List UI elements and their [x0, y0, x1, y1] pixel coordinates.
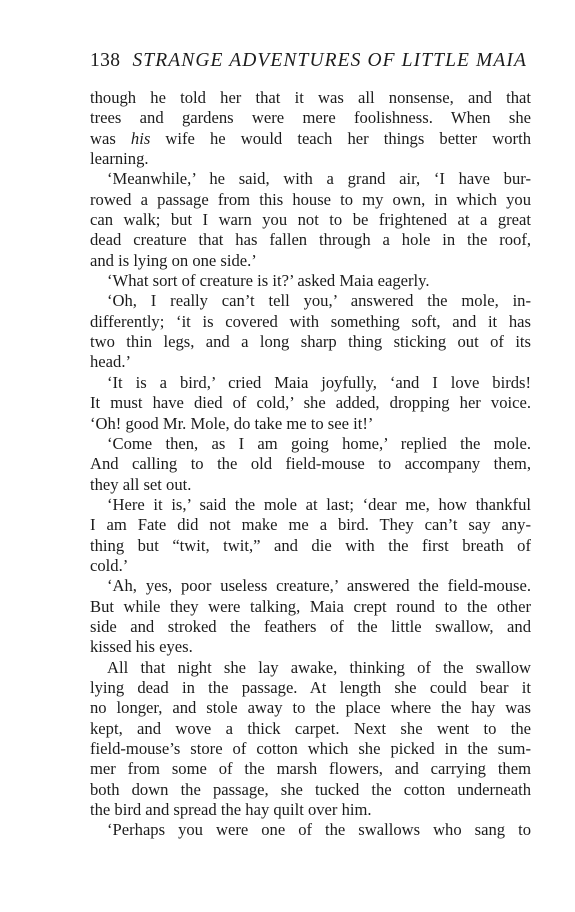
text-line: kept, and wove a thick carpet. Next she went to the — [90, 718, 531, 738]
text-line: thing but “twit, twit,” and die with the first breath of — [90, 535, 531, 555]
text-line: no longer, and stole away to the place where the hay was — [90, 698, 531, 718]
text-line: But while they were talking, Maia crept round to the other — [90, 596, 531, 616]
text-line: ‘Come then, as I am going home,’ replied the mole. — [107, 433, 531, 453]
text-line: ‘Here it is,’ said the mole at last; ‘dear me, how thankful — [107, 494, 531, 514]
text-line: ‘Oh! good Mr. Mole, do take me to see it!’ — [90, 413, 374, 433]
text-line: was his wife he would teach her things better worth — [90, 128, 531, 148]
text-line: ‘Meanwhile,’ he said, with a grand air, ‘I have bur- — [107, 169, 531, 189]
text-line: ‘It is a bird,’ cried Maia joyfully, ‘and I love birds! — [107, 372, 531, 392]
text-line: And calling to the old field-mouse to accompany them, — [90, 454, 531, 474]
text-line: two thin legs, and a long sharp thing sticking out of its — [90, 332, 531, 352]
text-line: ‘Perhaps you were one of the swallows who sang to — [107, 820, 531, 840]
text-line: rowed a passage from this house to my own, in which you — [90, 189, 531, 209]
text-line: both down the passage, she tucked the cotton underneath — [90, 779, 531, 799]
text-line: field-mouse’s store of cotton which she picked in the sum- — [90, 739, 531, 758]
text-line: lying dead in the passage. At length she could bear it — [90, 677, 531, 697]
emphasis: his — [130, 128, 151, 148]
book-page — [90, 48, 531, 841]
text-line: I am Fate did not make me a bird. They can’t say any- — [90, 515, 531, 535]
text-line: they all set out. — [90, 474, 192, 494]
text-line: head.’ — [90, 352, 131, 372]
running-header — [90, 48, 531, 74]
text-line: dead creature that has fallen through a hole in the roof, — [90, 230, 531, 250]
text-line: side and stroked the feathers of the little swallow, and — [90, 616, 531, 636]
text-line: differently; ‘it is covered with something soft, and it has — [90, 311, 531, 331]
text-line: and is lying on one side.’ — [90, 250, 257, 270]
text-line: kissed his eyes. — [90, 637, 193, 657]
text-line: though he told her that it was all nonsense, and that — [90, 88, 531, 107]
text-line: It must have died of cold,’ she added, dropping her voice. — [90, 393, 531, 413]
page-number: 138 — [90, 50, 121, 71]
text-line: learning. — [90, 149, 149, 169]
body-text — [90, 88, 531, 841]
running-title: STRANGE ADVENTURES OF LITTLE MAIA — [132, 50, 527, 71]
text-line: ‘Oh, I really can’t tell you,’ answered the mole, in- — [107, 291, 531, 311]
text-line: the bird and spread the hay quilt over him. — [90, 800, 372, 820]
text-line: mer from some of the marsh flowers, and carrying them — [90, 759, 531, 779]
text-line: All that night she lay awake, thinking of the swallow — [107, 657, 531, 677]
text-line: can walk; but I warn you not to be frightened at a great — [90, 210, 531, 230]
text-line: cold.’ — [90, 555, 129, 575]
text-line: ‘What sort of creature is it?’ asked Maia eagerly. — [107, 271, 430, 291]
text-line: trees and gardens were mere foolishness. When she — [90, 108, 531, 128]
text-line: ‘Ah, yes, poor useless creature,’ answered the field-mouse. — [107, 576, 531, 596]
